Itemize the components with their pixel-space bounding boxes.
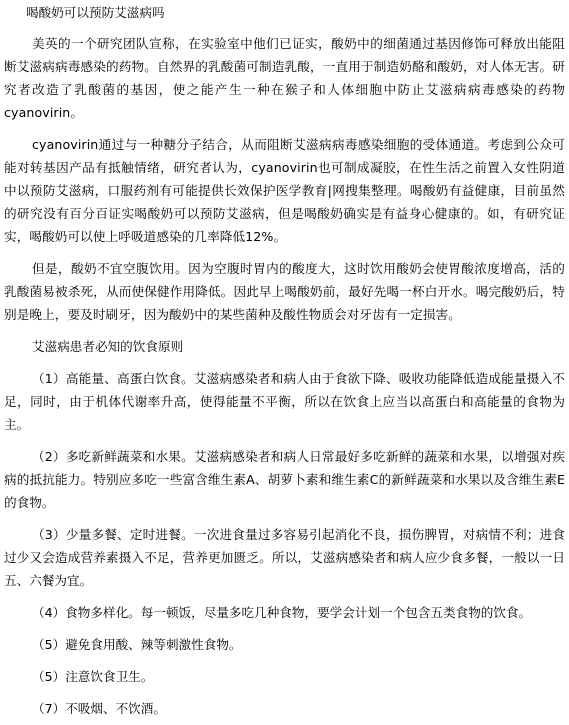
section-heading: 艾滋病患者必知的饮食原则 [32, 339, 184, 354]
principle-item-7: （7）不吸烟、不饮酒。 [32, 701, 166, 716]
principle-item-2: （2）多吃新鲜蔬菜和水果。艾滋病感染者和病人日常最好多吃新鲜的蔬菜和水果，以增强对疾病的抵抗能力。特别应多吃一些富含维生素A、胡萝卜素和维生素C的新鲜蔬菜和水果以及含维生素E的食物。 [4, 449, 565, 510]
principle-item-3: （3）少量多餐、定时进餐。一次进食量过多容易引起消化不良，损伤脾胃，对病情不利；进食过少又会造成营养素摄入不足，营养更加匮乏。所以，艾滋病感染者和病人应少食多餐，一般以一日五、六餐为宜。 [4, 527, 565, 588]
principle-item-1: （1）高能量、高蛋白饮食。艾滋病感染者和病人由于食欲下降、吸收功能降低造成能量摄入不足，同时，由于机体代谢率升高，使得能量不平衡，所以在饮食上应当以高蛋白和高能量的食物为主。 [4, 371, 565, 432]
principle-item-6: （5）注意饮食卫生。 [32, 669, 154, 684]
article-page [0, 3, 569, 725]
principle-item-5: （5）避免食用酸、辣等刺激性食物。 [32, 637, 242, 652]
principle-item-4: （4）食物多样化。每一顿饭，尽量多吃几种食物，要学会计划一个包含五类食物的饮食。 [32, 605, 532, 620]
article-title: 喝酸奶可以预防艾滋病吗 [26, 5, 165, 20]
paragraph-research: 美英的一个研究团队宣称，在实验室中他们已证实，酸奶中的细菌通过基因修饰可释放出能阻断艾滋病病毒感染的药物。自然界的乳酸菌可制造乳酸，一直用于制造奶酪和酸奶，对人体无害。研究者改造了乳酸菌的基因，使之能产生一种在猴子和人体细胞中防止艾滋病病毒感染的药物cyanovirin。 [4, 36, 565, 120]
paragraph-cyanovirin: cyanovirin通过与一种糖分子结合，从而阻断艾滋病病毒感染细胞的受体通道。考虑到公众可能对转基因产品有抵触情绪，研究者认为，cyanovirin也可制成凝胶，在性生活之前置入女性阴道中以预防艾滋病，口服药剂有可能提供长效保护医学教育|网搜集整理。喝酸奶有益健康，目前虽然的研究没有百分百证实喝酸奶可以预防艾滋病，但是喝酸奶确实是有益身心健康的。如，有研究证实，喝酸奶可以使上呼吸道感染的几率降低12%。 [4, 137, 565, 244]
paragraph-empty-stomach: 但是，酸奶不宜空腹饮用。因为空腹时胃内的酸度大，这时饮用酸奶会使胃酸浓度增高，活的乳酸菌易被杀死，从而使保健作用降低。因此早上喝酸奶前，最好先喝一杯白开水。喝完酸奶后，特别是晚上，要及时刷牙，因为酸奶中的某些菌种及酸性物质会对牙齿有一定损害。 [4, 261, 565, 322]
